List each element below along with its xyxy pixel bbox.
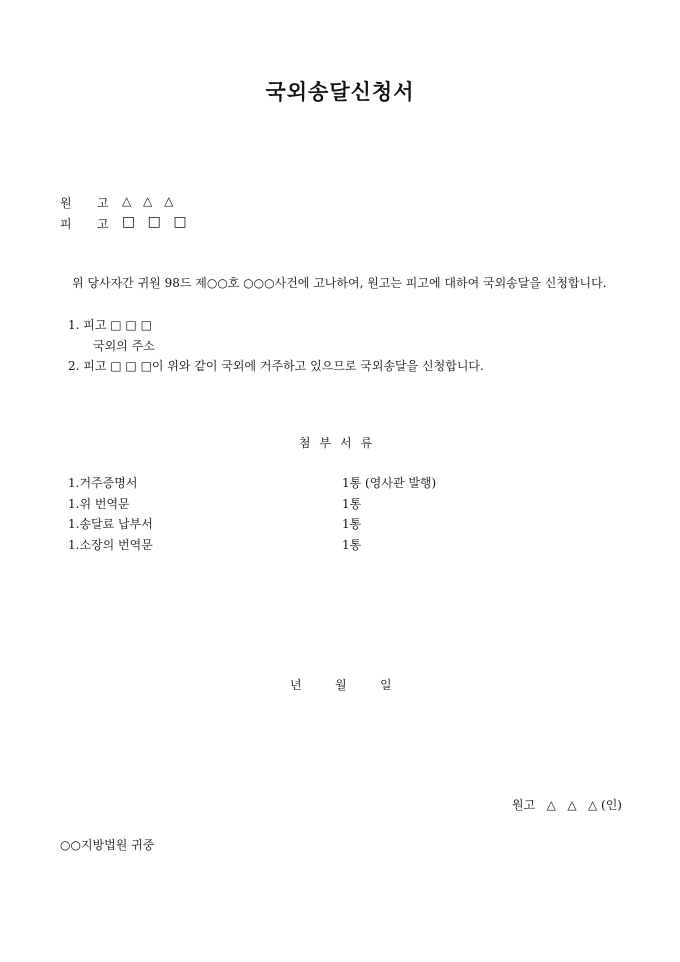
list-item-1: 1. 피고 □ □ □ — [68, 318, 152, 332]
attachment-quantity: 1통 (영사관 발행) — [342, 476, 437, 490]
request-paragraph: 위 당사자간 귀원 98드 제○○호 ○○○사건에 고나하여, 원고는 피고에 대하여 국외송달을 신청합니다. — [72, 276, 607, 290]
list-item-1-detail: 국외의 주소 — [93, 339, 155, 353]
date-month: 월 — [335, 678, 347, 692]
court-addressee: ○○지방법원 귀중 — [60, 838, 155, 852]
plaintiff-name: △ △ △ — [122, 194, 178, 208]
attachment-quantity: 1통 — [342, 497, 362, 511]
list-item-2: 2. 피고 □ □ □이 위와 같이 국외에 거주하고 있으므로 국외송달을 신청합니다. — [68, 359, 484, 373]
attachment-name: 1.거주증명서 — [68, 476, 138, 490]
defendant-name: □ □ □ — [122, 214, 191, 230]
attachment-quantity: 1통 — [342, 517, 362, 531]
attachment-name: 1.소장의 번역문 — [68, 538, 153, 552]
attachment-name: 1.위 번역문 — [68, 497, 130, 511]
defendant-label-char-1: 피 — [60, 217, 72, 231]
plaintiff-signature: 원고 △ △ △ (인) — [512, 798, 622, 812]
attachment-name: 1.송달료 납부서 — [68, 517, 153, 531]
attachments-title: 첨부서류 — [298, 436, 382, 450]
date-year: 년 — [290, 678, 302, 692]
date-day: 일 — [380, 678, 392, 692]
plaintiff-label-char-1: 원 — [60, 196, 72, 210]
document-title: 국외송달신청서 — [265, 79, 415, 104]
defendant-label-char-2: 고 — [97, 217, 109, 231]
attachment-quantity: 1통 — [342, 538, 362, 552]
plaintiff-label-char-2: 고 — [97, 196, 109, 210]
